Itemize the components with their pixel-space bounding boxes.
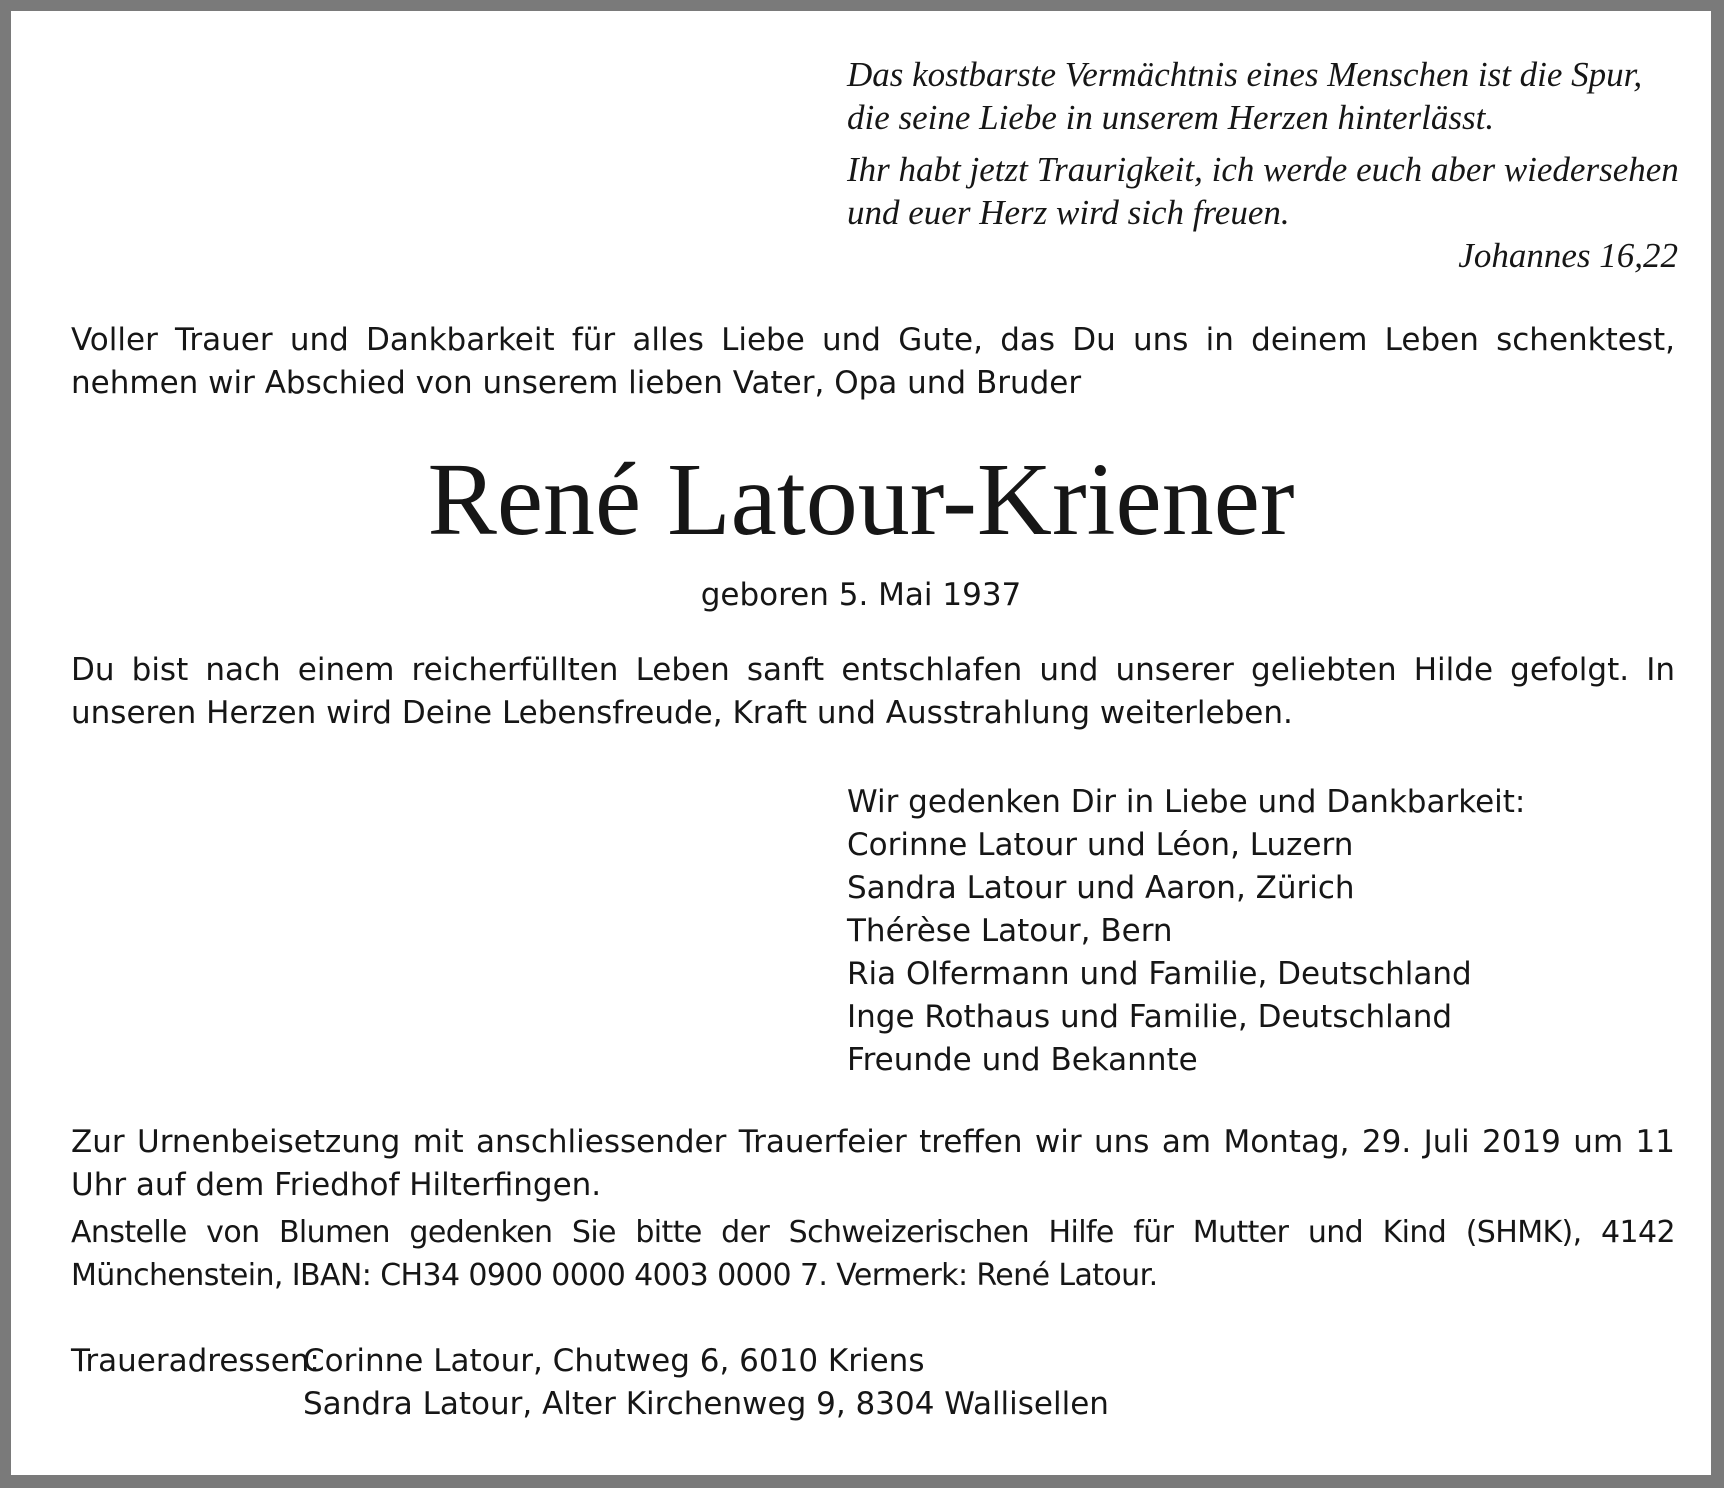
quote-line: die seine Liebe in unserem Herzen hinterlässt. [847, 98, 1495, 137]
life-paragraph: Du bist nach einem reicherfüllten Leben sanft entschlafen und unserer geliebten Hilde gefolgt. In unseren Herzen wird Deine Lebensfreude, Kraft und Ausstrahlung weiterleben. [71, 652, 1675, 731]
bible-quote [847, 53, 1681, 277]
addresses-label-spacer [71, 1383, 303, 1426]
quote-paragraph-1 [847, 53, 1681, 139]
addresses-label: Traueradressen: [71, 1343, 320, 1379]
quote-paragraph-2 [847, 148, 1681, 234]
mourning-addresses [71, 1340, 1109, 1426]
mourner-entry: Freunde und Bekannte [847, 1042, 1198, 1078]
mourners-list [847, 781, 1525, 1082]
mourner-entry: Inge Rothaus und Familie, Deutschland [847, 999, 1453, 1035]
mourner-entry: Corinne Latour und Léon, Luzern [847, 827, 1354, 863]
quote-line: und euer Herz wird sich freuen. [847, 193, 1290, 232]
quote-line: Das kostbarste Vermächtnis eines Menschen ist die Spur, [847, 55, 1643, 94]
address-row [71, 1340, 1109, 1383]
donation-paragraph: Anstelle von Blumen gedenken Sie bitte der Schweizerischen Hilfe für Mutter und Kind (SHMK), 4142 Münchenstein, IBAN: CH34 0900 0000 4003 0000 7. Vermerk: René Latour. [71, 1215, 1675, 1293]
obituary-notice [11, 11, 1711, 1475]
quote-line: Ihr habt jetzt Traurigkeit, ich werde euch aber wiedersehen [847, 150, 1679, 189]
address-entry: Sandra Latour, Alter Kirchenweg 9, 8304 Wallisellen [303, 1386, 1109, 1422]
birth-date: geboren 5. Mai 1937 [700, 577, 1022, 613]
mourner-entry: Thérèse Latour, Bern [847, 913, 1173, 949]
address-row [71, 1383, 1109, 1426]
mourners-heading: Wir gedenken Dir in Liebe und Dankbarkeit: [847, 784, 1526, 820]
deceased-name: René Latour-Kriener [427, 442, 1295, 557]
ceremony-paragraph: Zur Urnenbeisetzung mit anschliessender Trauerfeier treffen wir uns am Montag, 29. Juli 2019 um 11 Uhr auf dem Friedhof Hilterfingen. [71, 1124, 1675, 1203]
mourner-entry: Sandra Latour und Aaron, Zürich [847, 870, 1355, 906]
address-entry: Corinne Latour, Chutweg 6, 6010 Kriens [303, 1343, 925, 1379]
quote-source: Johannes 16,22 [1458, 236, 1678, 275]
mourner-entry: Ria Olfermann und Familie, Deutschland [847, 956, 1472, 992]
intro-paragraph: Voller Trauer und Dankbarkeit für alles Liebe und Gute, das Du uns in deinem Leben schenktest, nehmen wir Abschied von unserem lieben Vater, Opa und Bruder [71, 322, 1675, 401]
